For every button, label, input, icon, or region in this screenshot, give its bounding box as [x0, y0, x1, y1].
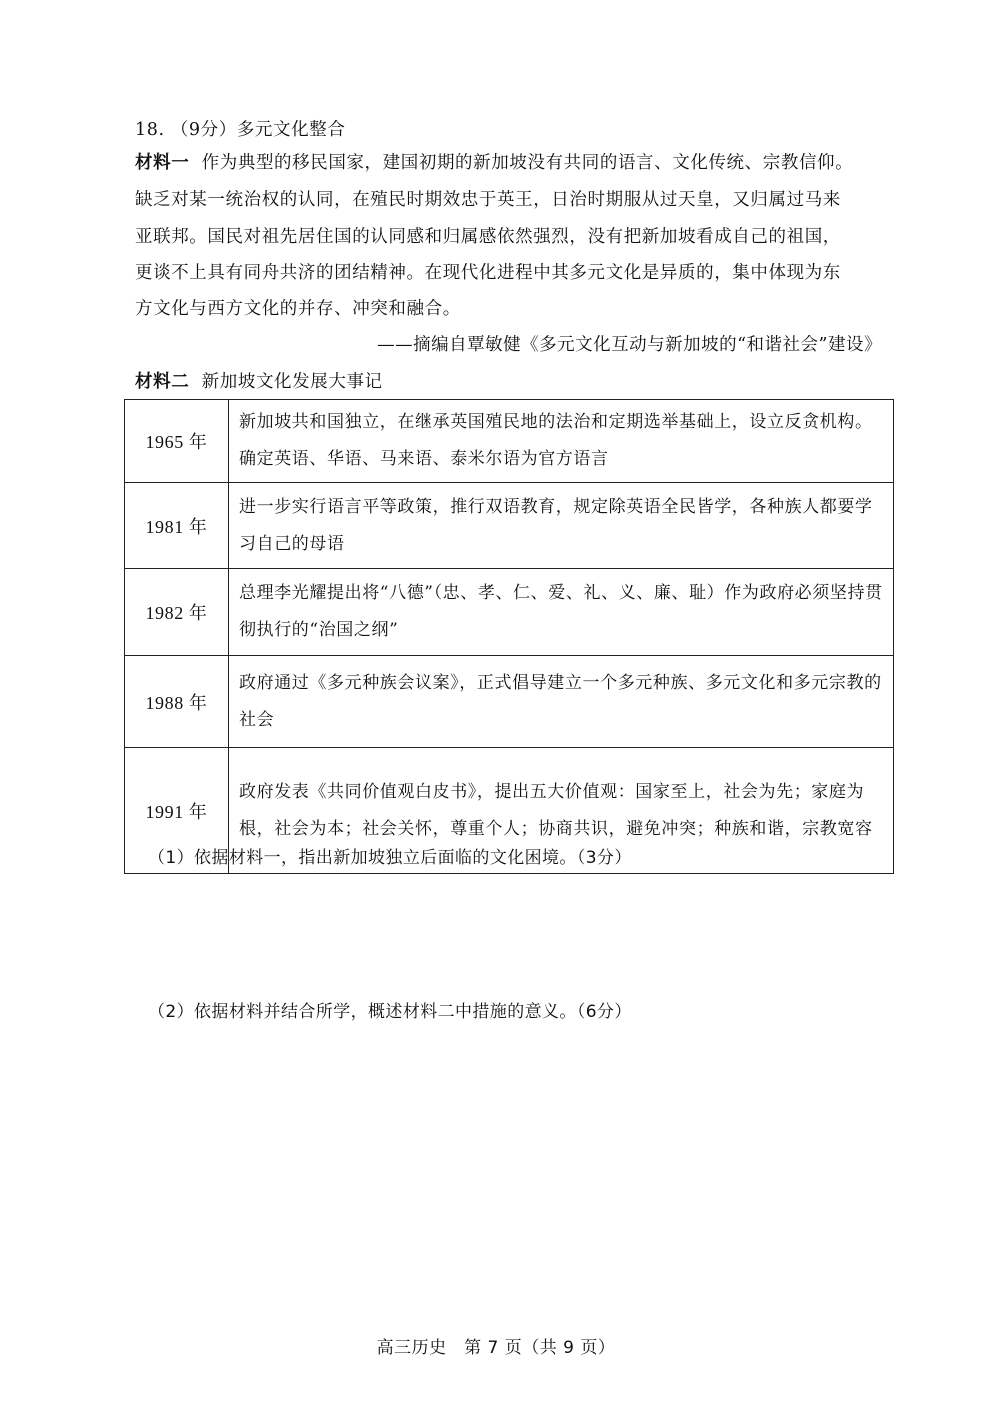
material1-source: ——摘编自覃敏健《多元文化互动与新加坡的“和谐社会”建设》 — [377, 335, 882, 355]
material2-title: 新加坡文化发展大事记 — [201, 372, 383, 392]
table-year-cell: 1991 年 — [125, 748, 229, 874]
material2-label: 材料二 — [135, 372, 190, 392]
material1-line-1 — [135, 151, 853, 175]
table-year-cell: 1981 年 — [125, 483, 229, 569]
material1-line-5: 方文化与西方文化的并存、冲突和融合。 — [135, 299, 461, 319]
material1-line-3: 亚联邦。国民对祖先居住国的认同感和归属感依然强烈，没有把新加坡看成自己的祖国， — [135, 227, 841, 247]
question-title: 18. （9分）多元文化整合 — [135, 120, 346, 140]
material1-line-4: 更谈不上具有同舟共济的团结精神。在现代化进程中其多元文化是异质的，集中体现为东 — [135, 263, 841, 283]
table-text-cell: 政府通过《多元种族会议案》，正式倡导建立一个多元种族、多元文化和多元宗教的社会 — [229, 656, 894, 748]
table-text-cell: 总理李光耀提出将“八德”（忠、孝、仁、爱、礼、义、廉、耻）作为政府必须坚持贯彻执行的“治国之纲” — [229, 569, 894, 656]
table-text-cell: 政府发表《共同价值观白皮书》，提出五大价值观：国家至上，社会为先；家庭为根，社会为本；社会关怀，尊重个人；协商共识，避免冲突；种族和谐，宗教宽容 — [229, 748, 894, 874]
table-year-cell: 1982 年 — [125, 569, 229, 656]
sub-question-2: （2）依据材料并结合所学，概述材料二中措施的意义。（6分） — [148, 1002, 632, 1022]
events-table — [124, 399, 894, 874]
material1-text-1: 作为典型的移民国家，建国初期的新加坡没有共同的语言、文化传统、宗教信仰。 — [201, 153, 854, 173]
table-row — [125, 400, 894, 483]
sub-question-1: （1）依据材料一，指出新加坡独立后面临的文化困境。（3分） — [148, 848, 632, 868]
table-year-cell: 1988 年 — [125, 656, 229, 748]
material1-label: 材料一 — [135, 153, 190, 173]
table-row — [125, 569, 894, 656]
table-row — [125, 656, 894, 748]
page-footer: 高三历史 第 7 页（共 9 页） — [376, 1338, 616, 1358]
table-year-cell: 1965 年 — [125, 400, 229, 483]
table-row — [125, 483, 894, 569]
material1-line-2: 缺乏对某一统治权的认同，在殖民时期效忠于英王，日治时期服从过天皇，又归属过马来 — [135, 190, 841, 210]
table-text-cell: 新加坡共和国独立，在继承英国殖民地的法治和定期选举基础上，设立反贪机构。确定英语、华语、马来语、泰米尔语为官方语言 — [229, 400, 894, 483]
material2-heading — [135, 370, 383, 394]
table-text-cell: 进一步实行语言平等政策，推行双语教育，规定除英语全民皆学，各种族人都要学习自己的母语 — [229, 483, 894, 569]
